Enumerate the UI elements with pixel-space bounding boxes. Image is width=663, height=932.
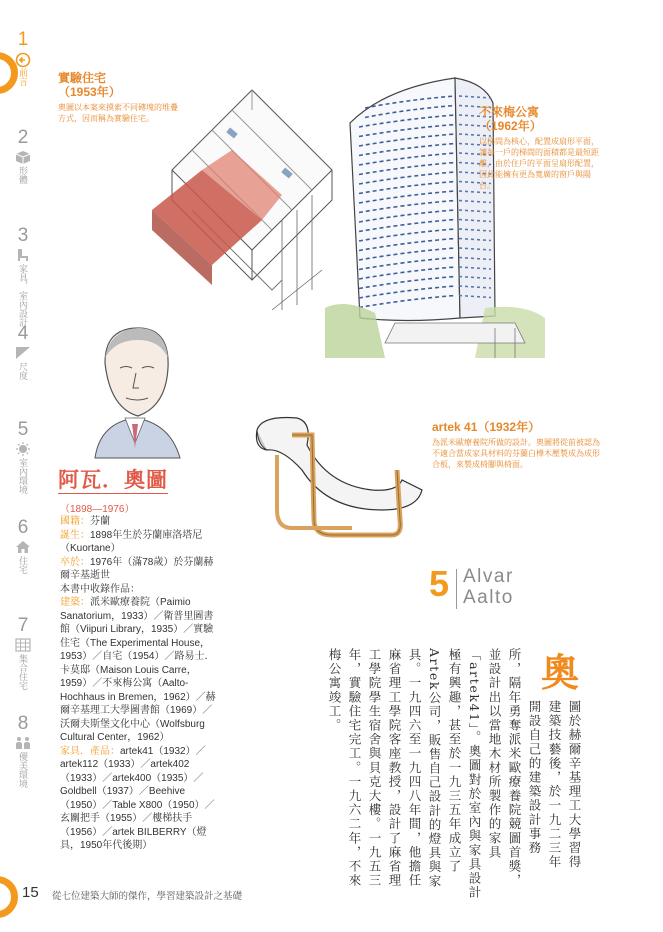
chapter-name-last: Aalto	[463, 587, 514, 608]
chapter-name-first: Alvar	[463, 566, 514, 587]
nav-label: 家具．室內設計	[18, 264, 28, 327]
nav-number: 7	[17, 615, 29, 636]
bio-heading: 本書中收錄作品：	[60, 583, 140, 595]
aalto-portrait-drawing	[80, 318, 190, 458]
nav-number: 3	[17, 225, 29, 246]
nav-number: 5	[17, 419, 29, 440]
nav-number: 1	[17, 29, 29, 50]
bio-row	[60, 556, 220, 583]
nav-label: 前言	[18, 68, 28, 86]
architect-name: 阿瓦．奧圖	[58, 468, 168, 492]
bio-row	[60, 596, 220, 745]
bio-row	[60, 745, 220, 853]
nav-label: 集合住宅	[18, 654, 28, 690]
body-column: 所，隔年勇奪派米歐療養院競圖首獎，	[507, 648, 522, 888]
body-column: 梅公寓竣工。	[327, 648, 342, 733]
caption-year: （1953年）	[58, 85, 121, 99]
caption-text: 為派米歐療養院所做的設計。奧圖將從前被認為不適合當成家具材料的芬蘭白樺木壓製成為成形合板，來製成椅腳與椅面。	[432, 438, 600, 469]
bio-value: 芬蘭	[90, 516, 110, 527]
nav-item-environment[interactable]	[0, 714, 46, 788]
chapter-divider	[456, 569, 457, 609]
book-title: 從七位建築大師的傑作，學習建築設計之基礎	[52, 891, 243, 902]
body-column: Artek公司，販售自己設計的燈具與家	[427, 648, 442, 889]
nav-number: 2	[17, 127, 29, 148]
page-number: 15	[22, 884, 39, 901]
chapter-number: 5	[429, 563, 450, 604]
caption-neue-vahr	[479, 105, 599, 191]
body-column: 年，實驗住宅完工。一九六二年，不來	[347, 648, 362, 888]
bio-row	[60, 529, 220, 556]
nav-item-interior-env[interactable]	[0, 420, 46, 494]
body-column: 具。一九四六至一九四八年間，他擔任	[407, 648, 422, 888]
bio-value: artek41（1932）／artek112（1933）／artek402（1933）／artek400（1935）／Goldbell（1937）／Beehive（1950）／Table X800（1950）／玄關把手（1955）／樓梯扶手（1956）／artek BILBERRY（燈具，1950年代後期）	[60, 745, 215, 851]
caption-title: 不來梅公寓	[479, 105, 540, 119]
nav-item-preface[interactable]	[0, 30, 46, 86]
sun-icon	[15, 442, 31, 456]
divider	[58, 493, 168, 494]
nav-number: 6	[17, 517, 29, 538]
caption-text: 以梯間為核心，配置成扇形平面，讓每一戶的梯間的面積都是最短距離，由於住戶的平面呈扇形配置，因此能擁有更為寬廣的窗戶與陽台。	[479, 137, 599, 190]
caption-title: artek 41（1932年）	[432, 420, 541, 434]
body-column: 開設自己的建築設計事務	[527, 700, 542, 856]
body-column: 並設計出以當地木材所製作的家具	[487, 648, 502, 860]
nav-label: 住宅	[18, 556, 28, 574]
drop-cap: 奧	[540, 650, 579, 695]
body-column: 麻省理工學院客座教授，設計了麻省理	[387, 648, 402, 888]
nav-label: 形體	[18, 166, 28, 184]
arrow-circle-icon	[15, 52, 31, 66]
bio-value: 1976年（滿78歲）於芬蘭赫爾辛基逝世	[60, 556, 214, 581]
caption-year: （1962年）	[479, 119, 542, 133]
body-column: 極有興趣，甚至於一九三五年成立了	[447, 648, 462, 874]
nav-item-scale[interactable]	[0, 324, 46, 380]
ruler-icon	[15, 346, 31, 360]
house-icon	[15, 540, 31, 554]
page-marker	[0, 876, 18, 918]
chapter-nav	[0, 0, 46, 932]
artek41-chair-drawing	[252, 410, 432, 545]
grid-building-icon	[15, 638, 31, 652]
people-icon	[15, 736, 31, 750]
chapter-architect-name	[463, 566, 514, 608]
caption-text: 奧圖以本案來摸索不同磚塊的堆疊方式，因而稱為實驗住宅。	[58, 103, 178, 123]
bio-key: 國籍：	[60, 516, 90, 527]
nav-label: 尺度	[18, 362, 28, 380]
nav-number: 8	[17, 713, 29, 734]
nav-label: 室內環境	[18, 458, 28, 494]
architect-bio	[60, 515, 220, 853]
body-column: 圖於赫爾辛基理工大學習得	[567, 700, 582, 870]
bio-key: 卒於：	[60, 556, 90, 568]
architect-dates: （1898—1976）	[60, 504, 135, 515]
cube-icon	[15, 150, 31, 164]
body-text	[327, 648, 590, 900]
bio-key: 家具．產品：	[60, 745, 120, 757]
nav-number: 4	[17, 323, 29, 344]
bio-key: 建築：	[60, 597, 90, 608]
body-column: 「artek41」。奧圖對於室內與家具設計	[467, 648, 482, 900]
body-column: 工學院學生宿舍與貝克大樓。一九五三	[367, 648, 382, 888]
bio-value: 派米歐療養院（Paimio Sanatorium，1933）／衛普里圖書館（Viipuri Library，1935）／實驗住宅（The Experimental House，1953）／自宅（1954）／路易士．卡莫邸（Maison Louis Carre，1959）／不來梅公寓（Aalto-Hochhaus in Bremen，1962）／赫爾辛基理工大學圖書館（1969）／沃爾夫斯堡文化中心（Wolfsburg Cultural Center，1962）	[60, 597, 216, 743]
nav-item-furniture[interactable]	[0, 226, 46, 327]
body-column: 建築技藝後，於一九二三年	[547, 700, 562, 870]
bio-value: 1898年生於芬蘭庫洛塔尼（Kuortane）	[60, 529, 203, 554]
bio-key: 誕生：	[60, 529, 90, 541]
chair-icon	[15, 248, 31, 262]
caption-experimental-house	[58, 71, 178, 124]
caption-artek41	[432, 420, 602, 470]
nav-label: 優美環境	[18, 752, 28, 788]
bio-row	[60, 515, 220, 529]
nav-item-house[interactable]	[0, 518, 46, 574]
caption-title: 實驗住宅	[58, 71, 107, 85]
nav-item-housing[interactable]	[0, 616, 46, 690]
nav-item-form[interactable]	[0, 128, 46, 184]
